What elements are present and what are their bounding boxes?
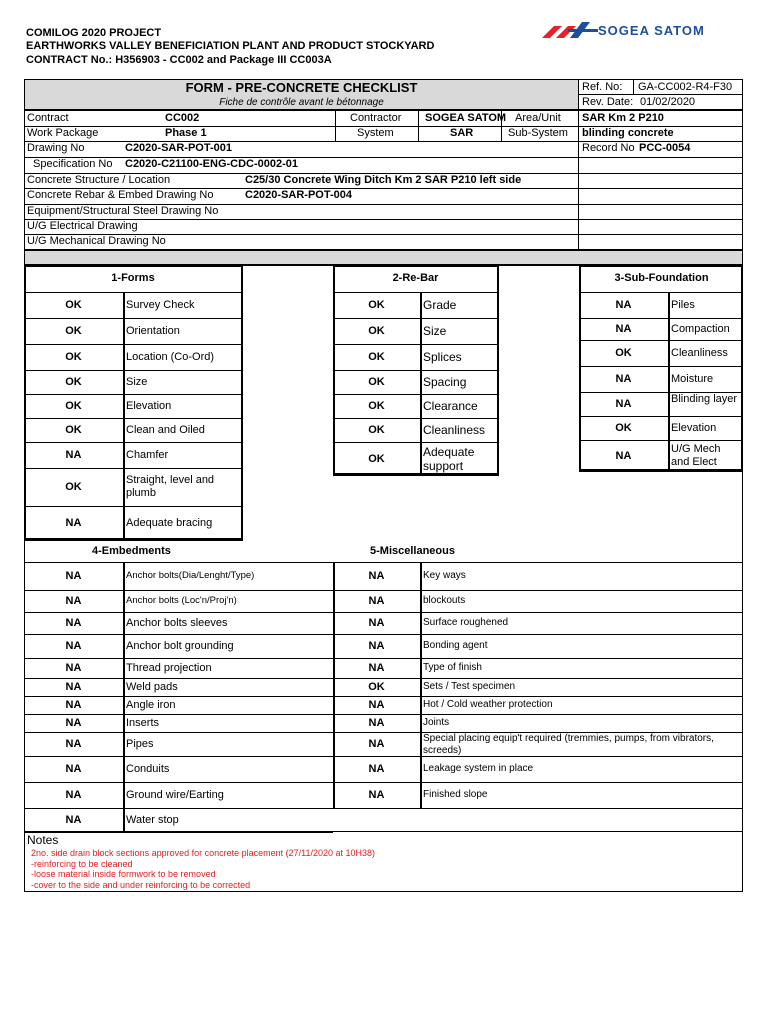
forms-item-label: Orientation (126, 324, 180, 337)
forms-status: OK (65, 351, 82, 363)
forms-item-label: Chamfer (126, 448, 169, 461)
misc-item-label: Bonding agent (423, 640, 488, 651)
forms-status: OK (65, 376, 82, 388)
rebar-item-label: Grade (423, 298, 457, 312)
note-line: 2no. side drain block sections approved for concrete placement (27/11/2020 at 10H38) (31, 848, 376, 858)
misc-status: NA (368, 699, 385, 711)
embedments-item-label: Anchor bolt grounding (126, 639, 234, 652)
misc-status: NA (368, 595, 385, 607)
embedments-item-label: Ground wire/Earting (126, 788, 224, 801)
embedments-item-label: Anchor bolts sleeves (126, 616, 228, 629)
contract-value: CC002 (165, 112, 200, 124)
misc-status: NA (368, 640, 385, 652)
embedments-status: NA (65, 617, 82, 629)
forms-item-label: Size (126, 375, 148, 388)
misc-status: NA (368, 617, 385, 629)
subfoundation-status: NA (615, 323, 632, 335)
subfoundation-item-label: Moisture (671, 372, 714, 385)
embedments-status: NA (65, 763, 82, 775)
embedments-item-label: Pipes (126, 737, 154, 750)
record-value: PCC-0054 (639, 142, 691, 154)
forms-item-label: Adequate bracing (126, 516, 213, 529)
equipment-drawing-label: Equipment/Structural Steel Drawing No (27, 205, 219, 217)
subfoundation-item-label: Compaction (671, 322, 730, 335)
embedments-item-label: Anchor bolts (Loc'n/Proj'n) (126, 595, 237, 607)
embedments-item-label: Weld pads (126, 680, 178, 693)
rebar-status: OK (368, 376, 385, 388)
misc-item-label: Surface roughened (423, 617, 509, 628)
subfoundation-item-label: Blinding layer (671, 393, 738, 405)
embedments-status: NA (65, 681, 82, 693)
subfoundation-item-label: Cleanliness (671, 346, 728, 359)
forms-status: OK (65, 299, 82, 311)
embedments-status: NA (65, 738, 82, 750)
logo-text: SOGEA SATOM (598, 23, 705, 38)
rebar-status: OK (368, 299, 385, 311)
subfoundation-item-label: Elevation (671, 421, 717, 434)
misc-item-label: Special placing equip't required (tremmies, pumps, from vibrators, screeds) (423, 733, 714, 756)
misc-item-label: Sets / Test specimen (423, 681, 516, 692)
embedments-status: NA (65, 717, 82, 729)
rebar-status: OK (368, 351, 385, 363)
subfoundation-item-label: Piles (671, 298, 695, 311)
rev-value: 01/02/2020 (640, 96, 696, 108)
row-divider (24, 540, 243, 541)
forms-status: OK (65, 325, 82, 337)
misc-status: NA (368, 763, 385, 775)
ref-value: GA-CC002-R4-F30 (638, 81, 733, 93)
embedments-status: NA (65, 699, 82, 711)
rebar-status: OK (368, 325, 385, 337)
system-value: SAR (450, 127, 474, 139)
embedments-status: NA (65, 595, 82, 607)
subfoundation-status: NA (615, 299, 632, 311)
embedments-status: NA (65, 640, 82, 652)
misc-item-label: Leakage system in place (423, 763, 534, 774)
rebar-title: 2-Re-Bar (392, 272, 439, 284)
drawing-value: C2020-SAR-POT-001 (125, 142, 232, 154)
misc-item-label: Hot / Cold weather protection (423, 699, 553, 710)
misc-item-label: Joints (423, 717, 450, 728)
misc-status: NA (368, 570, 385, 582)
subfoundation-item-label: U/G Mech and Elect (671, 442, 721, 468)
forms-item-label: Clean and Oiled (126, 423, 205, 436)
separator-band (24, 250, 743, 265)
ref-label: Ref. No: (582, 81, 623, 93)
embedments-item-label: Angle iron (126, 698, 176, 711)
embedments-item-label: Anchor bolts(Dia/Lenght/Type) (126, 570, 255, 582)
embedments-item-label: Conduits (126, 762, 170, 775)
spec-value: C2020-C21100-ENG-CDC-0002-01 (125, 158, 299, 170)
contract-line: CONTRACT No.: H356903 - CC002 and Package III CC003A (26, 54, 332, 66)
subsystem-value: blinding concrete (582, 127, 674, 139)
embedments-status: NA (65, 570, 82, 582)
misc-status: NA (368, 738, 385, 750)
forms-status: OK (65, 424, 82, 436)
spec-label: Specification No (33, 158, 113, 170)
subfoundation-status: OK (615, 422, 632, 434)
forms-item-label: Elevation (126, 399, 172, 412)
area-label: Area/Unit (515, 112, 561, 124)
rebar-item-label: Cleanliness (423, 423, 486, 437)
forms-item-label: Straight, level and plumb (126, 474, 215, 499)
misc-status: OK (368, 681, 385, 693)
ug-electrical-label: U/G Electrical Drawing (27, 220, 138, 232)
subfoundation-title: 3-Sub-Foundation (614, 272, 709, 284)
notes-text (31, 848, 375, 890)
misc-item-label: blockouts (423, 595, 466, 606)
record-label: Record No (582, 142, 635, 154)
note-line: -loose material inside formwork to be removed (31, 869, 216, 879)
contract-label: Contract (27, 112, 69, 124)
forms-title: 1-Forms (111, 272, 155, 284)
embedments-item-label: Water stop (126, 813, 179, 826)
contractor-label: Contractor (350, 112, 402, 124)
forms-status: OK (65, 400, 82, 412)
note-line: -reinforcing to be cleaned (31, 858, 133, 869)
rebar-item-label: Adequate support (423, 444, 475, 473)
system-label: System (357, 127, 394, 139)
form-title: FORM - PRE-CONCRETE CHECKLIST (185, 80, 418, 95)
subfoundation-status: OK (615, 347, 632, 359)
subfoundation-status: NA (615, 449, 632, 462)
forms-status: NA (65, 517, 82, 529)
notes-label: Notes (27, 833, 59, 847)
embedments-status: NA (65, 662, 82, 674)
rev-label: Rev. Date: (582, 96, 634, 108)
embedments-status: NA (65, 814, 82, 826)
structure-label: Concrete Structure / Location (27, 174, 171, 186)
rebar-status: OK (368, 424, 385, 436)
subfoundation-status: NA (615, 398, 632, 410)
forms-status: NA (65, 449, 82, 461)
rebar-item-label: Size (423, 324, 447, 338)
rebar-status: OK (368, 400, 385, 412)
misc-item-label: Type of finish (423, 662, 482, 673)
rebar-item-label: Clearance (423, 399, 478, 413)
note-line: -cover to the side and under reinforcing to be corrected (31, 879, 251, 890)
subsystem-label: Sub-System (508, 127, 568, 139)
structure-value: C25/30 Concrete Wing Ditch Km 2 SAR P210 left side (245, 174, 522, 186)
logo-mark-icon (542, 20, 598, 40)
contractor-value: SOGEA SATOM (425, 112, 507, 124)
row-divider (333, 808, 743, 809)
rebar-item-label: Splices (423, 350, 462, 364)
ug-mechanical-label: U/G Mechanical Drawing No (27, 235, 166, 247)
embedments-title: 4-Embedments (92, 545, 171, 557)
subfoundation-status: NA (615, 373, 632, 385)
work-package-value: Phase 1 (165, 127, 207, 139)
project-title: COMILOG 2020 PROJECT (26, 27, 162, 39)
rebar-drawing-label: Concrete Rebar & Embed Drawing No (27, 189, 214, 201)
rebar-status: OK (368, 452, 385, 465)
embedments-item-label: Inserts (126, 716, 160, 729)
forms-item-label: Survey Check (126, 298, 195, 311)
misc-status: NA (368, 717, 385, 729)
forms-item-label: Location (Co-Ord) (126, 350, 215, 363)
embedments-item-label: Thread projection (126, 661, 212, 674)
row-divider (579, 471, 743, 472)
project-subtitle: EARTHWORKS VALLEY BENEFICIATION PLANT AND PRODUCT STOCKYARD (26, 40, 435, 52)
embedments-status: NA (65, 789, 82, 801)
row-divider (333, 475, 499, 476)
misc-title: 5-Miscellaneous (370, 545, 455, 557)
rebar-drawing-value: C2020-SAR-POT-004 (245, 189, 352, 201)
misc-status: NA (368, 662, 385, 674)
forms-status: OK (65, 481, 82, 493)
drawing-label: Drawing No (27, 142, 85, 154)
misc-status: NA (368, 789, 385, 801)
misc-item-label: Key ways (423, 570, 466, 581)
company-logo (542, 20, 742, 42)
rebar-item-label: Spacing (423, 375, 467, 389)
misc-item-label: Finished slope (423, 789, 488, 800)
form-subtitle: Fiche de contrôle avant le bétonnage (219, 97, 384, 108)
work-package-label: Work Package (27, 127, 99, 139)
area-value: SAR Km 2 P210 (582, 112, 664, 124)
